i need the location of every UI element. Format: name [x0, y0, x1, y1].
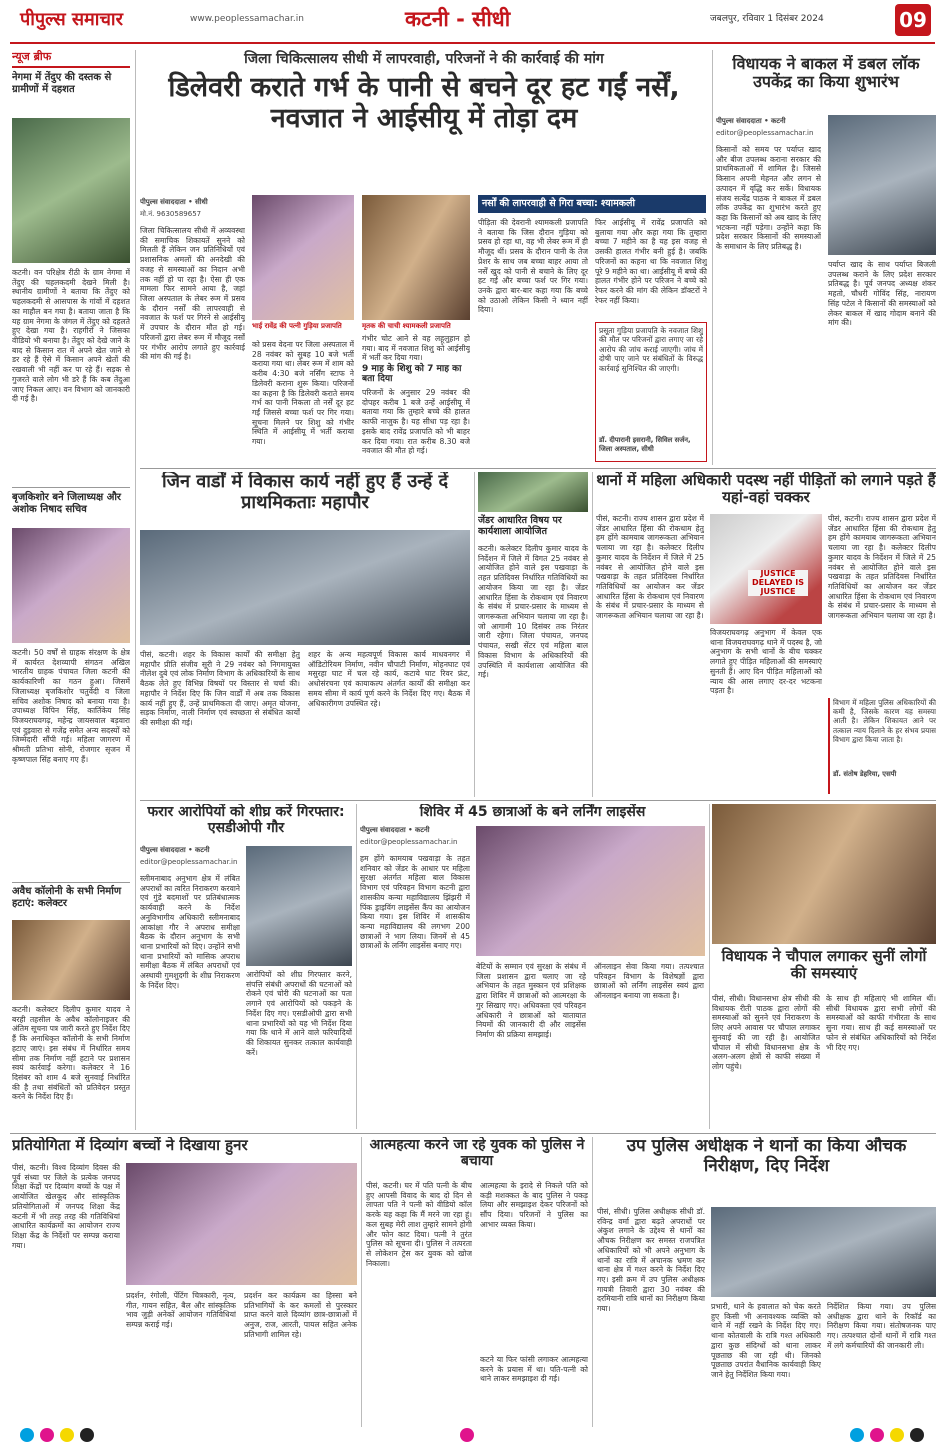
column-divider [356, 804, 357, 1129]
meeting-photo [140, 530, 470, 645]
women-police-callout [828, 698, 936, 794]
registration-mark [20, 1428, 34, 1442]
right-top-email: editor@peoplessamachar.in [716, 129, 814, 137]
gender-text: कटनी। कलेक्टर दिलीप कुमार यादव के निर्देशन में जिले में विगत 25 नवंबर से आयोजित होने वाले इस पखवाड़ा के तहत प्रतिदिवस निर्धारित गतिविधियों का आयोजन किया जा रहा है। जेंडर आधारित हिंसा के रोकथाम एवं निवारण के संबंध में प्रचार-प्रसार के माध्यम से जागरूकता अभियान चलाया जा रहा है। जो आगामी 10 दिसंबर तक निरंतर जारी रहेगा। जिला पंचायत, जनपद पंचायत, सखी सेंटर एवं महिला बाल विकास विभाग के अधिकारियों की उपस्थिति में कार्यशाला आयोजित की गई। [478, 544, 588, 680]
suicide-headline[interactable]: आत्महत्या करने जा रहे युवक को पुलिस ने बचाया [369, 1137, 585, 1170]
section-rule [140, 468, 936, 469]
column-divider [361, 1137, 362, 1427]
justice-placard: JUSTICE DELAYED IS JUSTICE [748, 570, 808, 596]
top-subhead: 9 माह के शिशु को 7 माह का बता दिया [362, 364, 462, 385]
callout-text: प्रसूता गुड़िया प्रजापति के नवजात शिशु की मौत पर परिजनों द्वारा लगाए जा रहे आरोप की जांच कराई जाएगी। जांच में दोषी पाए जाने पर संबंधितों के विरुद्ध कार्रवाई सुनिश्चित की जाएगी। [599, 326, 703, 373]
suicide-text: पीसं, कटनी। घर में पति पत्नी के बीच हुए आपसी विवाद के बाद दो दिन से लापता पति ने पत्नी को वीडियो कॉल करके यह कहा कि मैं मरने जा रहा हूं। कल सुबह मेरी लाश तुम्हारे सामने होगी और फोन काट दिया। पत्नी ने तुरंत पुलिस को सूचना दी। पुलिस ने तत्परता से लोकेशन ट्रेस कर युवक को खोज निकाला। [366, 1181, 472, 1268]
women-police-headline[interactable]: थानों में महिला अधिकारी पदस्थ नहीं पीड़ितों को लगाने पड़ते हैं यहां-वहां चक्कर [596, 472, 936, 507]
top-story [140, 50, 708, 465]
website[interactable]: www.peoplessamachar.in [190, 14, 304, 24]
divyang-text2: प्रदर्शन, रंगोली, पेंटिंग चित्रकारी, नृत्य, गीत, गायन सहित, बैल और सांस्कृतिक भाव जुड़ी अनेकों आयोजन गतिविधियां सम्पन्न कराई गई। [126, 1291, 236, 1330]
masthead-rule [10, 42, 935, 44]
license-email: editor@peoplessamachar.in [360, 838, 458, 846]
inauguration-photo [828, 115, 936, 255]
mayor-text2: शहर के अन्य महत्वपूर्ण विकास कार्य माधवनगर में ऑडिटोरियम निर्माण, नवीन चौपाटी निर्माण, मोहनघाट एवं मसुरहा घाट में चल रहे कार्य, कटाये घाट रिवर फ्रंट, अधोसंरचना एवं कायाकल्प अंतर्गत कार्यों की समीक्षा कर समय सीमा में कार्य पूर्ण करने के निर्देश दिए गए। बैठक में अधिकारीगण उपस्थित रहे। [308, 650, 470, 708]
right-top-text2: पर्याप्त खाद के साथ पर्याप्त बिजली उपलब्ध कराने के लिए प्रदेश सरकार प्रतिबद्ध है। पूर्व जनपद अध्यक्ष शंकर महतो, चौधरी गोविंद सिंह, नारायण सिंह पटेल ने किसानों की समस्याओं को लेकर बाकल में खाद गोदाम बनाने की मांग की। [828, 260, 936, 328]
registration-mark [870, 1428, 884, 1442]
top-caption-1: भाई रावेंद्र की पत्नी गुड़िया प्रजापति [252, 322, 342, 330]
dsp-story [597, 1137, 936, 1427]
top-byline: पीपुल्स संवाददाता • सीधी [140, 198, 208, 206]
right-top-headline[interactable]: विधायक ने बाकल में डबल लॉक उपकेंद्र का किया शुभारंभ [732, 55, 920, 92]
dsp-headline[interactable]: उप पुलिस अधीक्षक ने थानों का किया औचक निरीक्षण, दिए निर्देश [626, 1137, 907, 1176]
dsp-text2: प्रभारी, थाने के हवालात को चेक करते हुए किसी भी अनावश्यक व्यक्ति को थाने में नहीं रखने के निर्देश दिए गए। थाना कोतवाली के रात्रि गश्त अधिकारी द्वारा कुछ संदिग्धों को थाना लाकर पूछताछ की जा रही थी। जिनको पूछताछ उपरांत वैधानिक कार्यवाही किए जाने हेतु निर्देशित किया गया। [711, 1302, 821, 1380]
aunt-photo [362, 195, 470, 320]
justice-photo [710, 514, 822, 624]
top-col3: गंभीर चोट आने से वह लहूलुहान हो गया। बाद में नवजात शिशु को आईसीयू में भर्ती कर दिया गया। [362, 334, 470, 362]
top-contact: मो.नं. 9630589657 [140, 210, 202, 218]
chaupal-headline[interactable]: विधायक ने चौपाल लगाकर सुनीं लोगों की समस्याएं [721, 947, 927, 983]
callout-by: डॉ. दीपारानी इसरानी, सिविल सर्जन, जिला अस्पताल, सीधी [599, 436, 691, 453]
section-title: कटनी - सीधी [405, 7, 511, 31]
leopard-photo [12, 118, 130, 263]
divider [12, 487, 130, 488]
quote-head: नर्सों की लापरवाही से गिरा बच्चा: श्यामकली [478, 195, 706, 213]
newborn-photo [252, 195, 354, 320]
children-photo [126, 1163, 357, 1285]
top-caption-2: मृतक की चाची श्यामकली प्रजापति [362, 322, 451, 330]
women-police-story [596, 472, 936, 797]
colony-photo [12, 920, 130, 1000]
chaupal-text: पीसं, सीधी। विधानसभा क्षेत्र सीधी की विधायक रीती पाठक द्वारा लोगों की समस्याओं को सुनने एवं निराकरण के लिए अपने आवास पर चौपाल लगाकर सुनवाई की जा रही है। आयोजित चौपाल में सीधी विधानसभा क्षेत्र के अलग-अलग क्षेत्रों से काफी संख्या में लोग पहुंचे। [712, 994, 820, 1072]
arrest-text2: आरोपियों को शीघ्र गिरफ्तार करने, संपत्ति संबंधी अपराधों की घटनाओं को रोकने एवं चोरी की घटनाओं का पता लगाने एवं आरोपियों को पकड़ने के निर्देश दिए गए। एसडीओपी द्वारा सभी थाना प्रभारियों को यह भी निर्देश दिया गया कि थाने में आने वाले फरियादियों की शिकायत सुनकर तत्काल कार्यवाही करें। [246, 970, 352, 1057]
mayor-story [140, 472, 470, 797]
suicide-text2: आत्महत्या के इरादे से निकले पति को कड़ी मशक्कत के बाद पुलिस ने पकड़ लिया और समझाइश देकर परिजनों को सौंप दिया। परिजनों ने पुलिस का आभार व्यक्त किया। [480, 1181, 588, 1229]
top-col1: जिला चिकित्सालय सीधी में अव्यवस्था की समाचिक शिकायतें सुनने को मिलती हैं लेकिन जन प्रतिनिधियों एवं प्रशासनिक अमलों की अनदेखी की वजह से समस्याओं का निदान अभी तक नहीं हो पा रहा है। ऐसा ही एक मामला फिर सामने आया है, जहां जिला अस्पताल के लेबर रूम में प्रसव के दौरान नर्सों की लापरवाही से नवजात के फर्श पर गिरने से आईसीयू में उपचार के दौरान मौत हो गई। परिजनों द्वारा लेबर रूम में मौजूद नर्सों पर गंभीर आरोप लगाते हुए कार्रवाई की मांग की गई है। [140, 226, 245, 362]
brief-text-3: कटनी। कलेक्टर दिलीप कुमार यादव ने बरही तहसील के अवैध कॉलोनाइजर की अंतिम सूचना पत्र जारी करते हुए निर्देश दिए हैं कि अनाधिकृत कॉलोनी के सभी निर्माण हटाए जाएं। इस संबंध में निर्धारित समय सीमा तक निर्माण नहीं हटाने पर प्रशासन स्वयं कार्रवाई करेगा। कलेक्टर ने 16 दिसंबर को शाम 4 बजे सुनवाई निर्धारित की है तथा संबंधितों को प्रतिवेदन प्रस्तुत करने के निर्देश दिए हैं। [12, 1005, 130, 1102]
women-police-text: पीसं, कटनी। राज्य शासन द्वारा प्रदेश में जेंडर आधारित हिंसा की रोकथाम हेतु हम होंगे कामयाब जागरूकता अभियान चलाया जा रहा है। कलेक्टर दिलीप कुमार यादव के निर्देशन में जिले में 25 नवंबर से आयोजित होने वाले इस पखवाड़ा के तहत प्रतिदिवस निर्धारित गतिविधियों का आयोजन कर जेंडर आधारित हिंसा के रोकथाम एवं निवारण के संबंध में प्रचार-प्रसार के माध्यम से जागरूकता अभियान चलाया जा रहा है। [596, 514, 704, 621]
callout-text: विभाग में महिला पुलिस अधिकारियों की कमी है, जिसके कारण यह समस्या आती है। लेकिन शिकायत आने पर तत्काल न्याय दिलाने के हर संभव प्रयास विभाग द्वारा किया जाता है। [833, 698, 936, 744]
registration-mark [850, 1428, 864, 1442]
license-text: हम होंगे कामयाब पखवाड़ा के तहत शनिवार को जेंडर के आधार पर महिला सुरक्षा अंतर्गत महिला बाल विकास विभाग एवं परिवहन विभाग कटनी द्वारा शासकीय कन्या महाविद्यालय झिंझरी में पिंक ड्राइविंग लाइसेंस कैंप का आयोजन किया गया। इस शिविर में शासकीय कन्या महाविद्यालय की लगभग 200 छात्राओं ने भाग लिया। जिनमें से 45 छात्राओं के लर्निंग लाइसेंस बनाए गए। [360, 854, 470, 951]
column-divider [474, 472, 475, 797]
dsp-text: पीसं, सीधी। पुलिस अधीक्षक सीधी डॉ. रविन्द्र वर्मा द्वारा बढ़ते अपराधों पर अंकुश लगाने के उद्देश्य से थानों का औचक निरीक्षण कर समस्त राजपत्रित अधिकारियों को भी अपने अनुभाग के थानों का रात्रि में अचानक भ्रमण कर थाना क्षेत्र में गश्त करने के निर्देश दिए गए। इसी क्रम में उप पुलिस अधीक्षक गायत्री तिवारी द्वारा 30 नवंबर की दरमियानी रात्रि थानों का निरीक्षण किया गया। [597, 1207, 705, 1314]
license-text3: ऑनलाइन सेवा किया गया। तत्पश्चात परिवहन विभाग के विशेषज्ञों द्वारा छात्राओं को लर्निंग लाइसेंस स्वयं द्वारा ऑनलाइन बनाया जा सकता है। [594, 962, 704, 1001]
dateline: जबलपुर, रविवार 1 दिसंबर 2024 [710, 14, 824, 24]
top-callout [595, 322, 707, 462]
divyang-text: पीसं, कटनी। विश्व दिव्यांग दिवस की पूर्व संध्या पर जिले के प्रत्येक जनपद शिक्षा केंद्रों पर दिव्यांग बच्चों के पक्ष में आयोजित खेलकूद और सांस्कृतिक प्रतियोगिताओं में जनपद शिक्षा केंद्र कटनी में भी तरह तरह की गतिविधियां आधारित कार्यक्रमों का आयोजन राज्य शिक्षा केंद्र के निर्देशों पर सम्पन्न कराया गया। [12, 1163, 120, 1250]
chaupal-text2: के साथ ही महिलाएं भी शामिल थीं। सीधी विधायक द्वारा सभी लोगों की समस्याओं को काफी गंभीरता के साथ सुना गया। साथ ही कई समस्याओं पर फोन से संबंधित अधिकारियों को निर्देश भी दिए गए। [826, 994, 936, 1052]
divyang-headline[interactable]: प्रतियोगिता में दिव्यांग बच्चों ने दिखाया हुनर [12, 1137, 248, 1154]
suicide-story [366, 1137, 588, 1427]
top-headline[interactable]: डिलेवरी कराते गर्भ के पानी से बचने दूर हट गईं नर्सें, नवजात ने आईसीयू में तोड़ा दम [168, 72, 680, 135]
top-col4: पीड़िता की देवरानी श्यामकली प्रजापति ने बताया कि जिस दौरान गुड़िया को प्रसव हो रहा था, वह भी लेबर रूम में ही मौजूद थीं। प्रसव के दौरान पानी के तेज प्रेशर के साथ जब बच्चा बाहर आया तो नर्सें खुद को पानी से बचाने के लिए दूर हट गईं और बच्चा फर्श पर गिर गया। उनके द्वारा बार-बार कहा गया कि बच्चे को उठाओ लेकिन किसी ने ध्यान नहीं दिया। [478, 218, 588, 315]
divider [12, 882, 130, 883]
top-kicker: जिला चिकित्सालय सीधी में लापरवाही, परिजनों ने की कार्रवाई की मांग [244, 51, 604, 67]
brief-title-3[interactable]: अवैध कॉलोनी के सभी निर्माण हटाएं: कलेक्टर [12, 886, 122, 909]
arrest-byline: पीपुल्स संवाददाता • कटनी [140, 846, 210, 854]
section-rule [140, 800, 936, 801]
gender-story [478, 472, 588, 797]
group-photo-1 [12, 528, 130, 643]
arrest-text: स्लीमनाबाद अनुभाग क्षेत्र में लंबित अपराधों का त्वरित निराकरण करवाने एवं गुंडे बदमाशों पर प्रतिबंधात्मक कार्यवाही करने के निर्देश अनुविभागीय अधिकारी स्लीमनाबाद आकांक्षा गौर ने अपराध समीक्षा बैठक के दौरान अनुभाग के सभी थाना प्रभारियों को दिए। उन्होंने सभी थाना प्रभारियों को मासिक अपराध समीक्षा बैठक में लंबित अपराधों एवं अस्थायी गुमशुदगी के शीघ्र निराकरण के निर्देश दिए। [140, 874, 240, 990]
dsp-text3: निर्देशित किया गया। उप पुलिस अधीक्षक द्वारा थाने के रिकॉर्ड का निरीक्षण किया गया। संतोषजनक पाए गए। तत्पश्चात दोनों थानों में रात्रि गश्त में लगे कर्मचारियों की जानकारी ली। [827, 1302, 936, 1350]
top-col2: को प्रसव वेदना पर जिला अस्पताल में 28 नवंबर को सुबह 10 बजे भर्ती कराया गया था। लेबर रूम में शाम को करीब 4:30 बजे नर्सिंग स्टाफ ने डिलेवरी कराना शुरू किया। परिजनों का कहना है कि डिलेवरी कराते समय गर्भ का पानी निकला तो नर्सें दूर हट गईं जिससे बच्चा फर्श पर गिर गया। सूचना मिलने पर शिशु को गंभीर स्थिति में आईसीयू में भर्ती कराया गया। [252, 340, 354, 447]
workshop-photo [478, 472, 588, 512]
paper-name[interactable]: पीपुल्स समाचार [20, 9, 123, 30]
registration-mark [80, 1428, 94, 1442]
page-number: 09 [895, 4, 931, 36]
callout-by: डॉ. संतोष डेहरिया, एसपी [833, 770, 897, 778]
mayor-headline[interactable]: जिन वार्डों में विकास कार्य नहीं हुए हैं उन्हें दें प्राथमिकताः महापौर [161, 472, 449, 513]
license-text2: बेटियों के सम्मान एवं सुरक्षा के संबंध में जिला प्रशासन द्वारा चलाए जा रहे अभियान के तहत मुस्कान एवं प्रशिक्षक द्वारा शिविर में छात्राओं को आत्मरक्षा के गुर सिखाए गए। अधिवक्ता एवं परिवहन अधिकारी ने छात्राओं को यातायात नियमों की जानकारी दी और लाइसेंस निर्माण की प्रक्रिया समझाई। [476, 962, 586, 1040]
women-police-text3: पीसं, कटनी। राज्य शासन द्वारा प्रदेश में जेंडर आधारित हिंसा की रोकथाम हेतु हम होंगे कामयाब जागरूकता अभियान चलाया जा रहा है। कलेक्टर दिलीप कुमार यादव के निर्देशन में जिले में 25 नवंबर से आयोजित होने वाले इस पखवाड़ा के तहत प्रतिदिवस निर्धारित गतिविधियों का आयोजन कर जेंडर आधारित हिंसा के रोकथाम एवं निवारण के संबंध में प्रचार-प्रसार के माध्यम से जागरूकता अभियान चलाया जा रहा है। [828, 514, 936, 621]
divyang-text3: प्रदर्शन कर कार्यक्रम का हिस्सा बने प्रतिभागियों के कर कमलों से पुरस्कार प्राप्त करने वाले दिव्यांग छात्र-छात्राओं में अनुज, राज, आरती, पायल सहित अनेक प्रतिभागी शामिल रहे। [244, 1291, 357, 1339]
top-col5: फिर आईसीयू में रावेंद्र प्रजापति को बुलाया गया और कहा गया कि तुम्हारा बच्चा 7 महीने का है यह इस वजह से उसकी हालत गंभीर बनी हुई है। जबकि परिजनों का कहना था कि नवजात शिशु पूरे 9 महीने का था। आईसीयू में बच्चे की हालत गंभीर होने पर परिजन ने बच्चे को रेफर करने की मांग की लेकिन डॉक्टरों ने रेफर नहीं किया। [595, 218, 707, 305]
news-brief-column [12, 50, 130, 1130]
arrest-email: editor@peoplessamachar.in [140, 858, 238, 866]
divyang-story [12, 1137, 357, 1427]
brief-title-2[interactable]: बृजकिशोर बने जिलाध्यक्ष और अशोक निषाद सचिव [12, 492, 122, 515]
column-divider [592, 472, 593, 797]
brief-text-2: कटनी। 50 वर्षों से ग्राहक संरक्षण के क्षेत्र में कार्यरत देशव्यापी संगठन अखिल भारतीय ग्राहक पंचायत जिला कटनी की कार्यकारिणी का गठन हुआ। जिसमें जिलाध्यक्ष बृजकिशोर चतुर्वेदी व जिला सचिव अशोक निषाद को बनाया गया है। उपाध्यक्ष विपिन सिंह, कार्तिकेय सिंह विजयराघवगढ़, महेन्द्र जायसवाल बड़वारा एवं दुइवारा से गजेंद्र समेत अन्य सदस्यों को जिम्मेदारी सौंपी गई। महिला जागरण में श्रीमती प्रतिभा सोनी, रोजगार सृजन में कृष्णपाल सिंह बनाए गए हैं। [12, 648, 130, 764]
police-meeting-photo [246, 846, 352, 966]
brief-text-1: कटनी। वन परिक्षेत्र रीठी के ग्राम नेगमा में तेंदुए की चहलकदमी देखने मिली है। स्थानीय ग्रामीणों ने बताया कि तेंदुए को चहलकदमी से आसपास के गांवों में दहशत का माहौल बन गया है। बताया जाता है कि यह ग्राम नेगमा के जंगल में तेंदुए को दहलते हुए देखा गया है। राहगीरों ने जिसका वीडियो भी बनाया है। तेंदुए को देखे जाने के बाद से किसान रात में अपने खेत जाने से डर रहे हैं ऐसे में किसान अपने खेतों की रखवाली भी नहीं कर पा रहे हैं। सड़क से गुजरते वाले लोग भी डरे हैं कि कब तेंदुआ जाए निकल आए। वन विभाग को जानकारी दी गई है। [12, 268, 130, 404]
chaupal-photo [712, 804, 936, 944]
registration-mark [890, 1428, 904, 1442]
students-photo [476, 826, 705, 956]
chaupal-story [706, 804, 936, 1129]
mayor-text: पीसं, कटनी। शहर के विकास कार्यों की समीक्षा हेतु महापौर प्रीति संजीव सूरी ने 29 नवंबर को निगमायुक्त नीलेश दुबे एवं लोक निर्माण विभाग के अधिकारियों के साथ बैठक लेते हुए विभिन्न विषयों पर विस्तार से चर्चा की। महापौर ने निर्देश दिए कि जिन वार्डों में अब तक विकास कार्य नहीं हुए हैं, उन्हें प्राथमिकता दी जाए। अमृत योजना, सड़क निर्माण, नाली निर्माण एवं स्वच्छता से संबंधित कार्यों की समीक्षा की गई। [140, 650, 300, 728]
right-top-story [716, 55, 936, 465]
inspection-photo [711, 1207, 936, 1297]
registration-mark [60, 1428, 74, 1442]
registration-mark [460, 1428, 474, 1442]
license-byline: पीपुल्स संवाददाता • कटनी [360, 826, 430, 834]
license-headline[interactable]: शिविर में 45 छात्राओं के बने लर्निंग लाइसेंस [419, 804, 646, 820]
gender-headline[interactable]: जेंडर आधारित विषय पर कार्यशाला आयोजित [478, 515, 562, 537]
registration-mark [40, 1428, 54, 1442]
license-story [360, 804, 705, 1129]
brief-label: न्यूज ब्रीफ [12, 50, 130, 68]
column-divider [712, 50, 713, 465]
brief-title-1[interactable]: नेगमा में तेंदुए की दस्तक से ग्रामीणों में दहशत [12, 72, 112, 95]
masthead [0, 0, 945, 48]
registration-mark [910, 1428, 924, 1442]
top-col3b: परिजनों के अनुसार 29 नवंबर की दोपहर करीब 1 बजे उन्हें आईसीयू में बताया गया कि तुम्हारे बच्चे की हालत काफी नाजुक है। यह सीधा पड़ रहा है। इसके बाद रावेंद्र प्रजापति को भी बाहर कर दिया गया। रात करीब 8.30 बजे नवजात की मौत हो गई। [362, 388, 470, 456]
arrest-headline[interactable]: फरार आरोपियों को शीघ्र करें गिरफ्तार: एसडीओपी गौर [147, 804, 345, 837]
right-top-text: किसानों को समय पर पर्याप्त खाद और बीज उपलब्ध कराना सरकार की प्राथमिकताओं में शामिल है। जिससे किसान अपनी मेहनत और लगन से उत्पादन में वृद्धि कर सकें। विधायक संजय सत्येंद्र पाठक ने बाकल में डबल लॉक उपकेंद्र का शुभारंभ करते हुए कहा कि किसानों को अब खाद के लिए भटकना नहीं पड़ेगा। उन्होंने कहा कि प्रदेश सरकार किसानों की समस्याओं के समाधान के लिए प्रतिबद्ध है। [716, 145, 821, 252]
women-police-text2: विजयराघवगढ़ अनुभाग में केवल एक थाना विजयराघवगढ़ थाने में पदस्थ है, जो अनुभाग के सभी थानों के बीच चक्कर लगाते हुए पीड़ित महिलाओं की समस्याएं सुनती हैं। आए दिन पीड़ित महिलाओं को न्याय की आस लगाए दर-दर भटकना पड़ता है। [710, 628, 822, 696]
right-top-byline: पीपुल्स संवाददाता • कटनी [716, 117, 786, 125]
column-divider [135, 50, 136, 1130]
column-divider [592, 1137, 593, 1427]
section-rule [10, 1133, 936, 1134]
arrest-story [140, 804, 352, 1129]
suicide-text3: कटने या फिर फांसी लगाकर आत्महत्या करने के प्रयास में था। पति-पत्नी को थाने लाकर समझाइश दी गई। [480, 1355, 588, 1384]
